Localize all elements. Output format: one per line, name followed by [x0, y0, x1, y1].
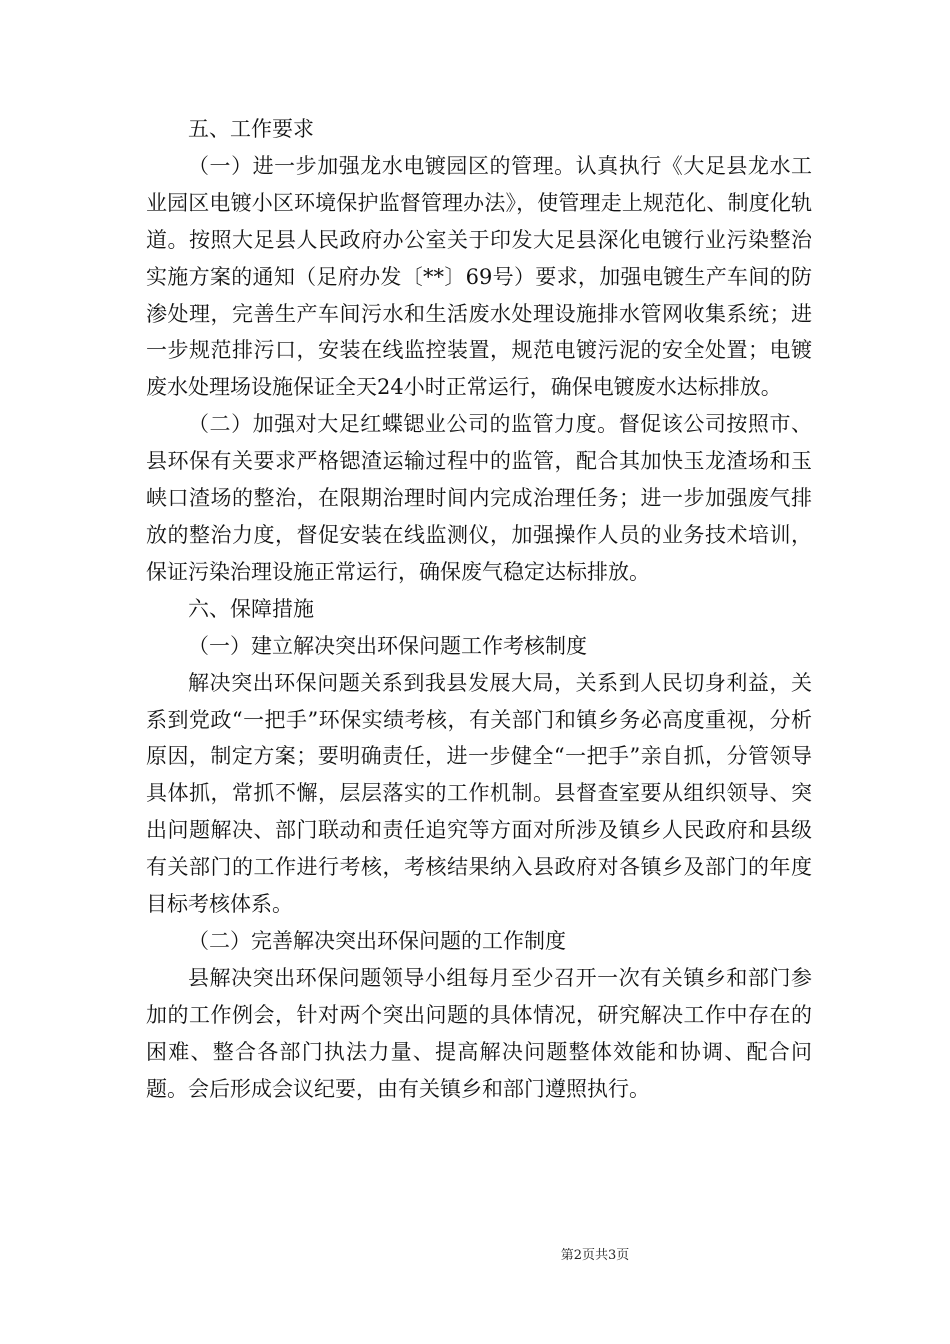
- subsection-title: （一）建立解决突出环保问题工作考核制度: [188, 633, 587, 658]
- section-heading: 五、工作要求: [188, 117, 314, 141]
- subsection-title: （二）完善解决突出环保问题的工作制度: [188, 928, 566, 953]
- paragraph: （一）进一步加强龙水电镀园区的管理。认真执行《大足县龙水工业园区电镀小区环境保护监督管理办法》，使管理走上规范化、制度化轨道。按照大足县人民政府办公室关于印发大足县深化电镀行业污染整治实施方案的通知（足府办发〔**〕69号）要求，加强电镀生产车间的防渗处理，完善生产车间污水和生活废水处理设施排水管网收集系统；进一步规范排污口，安装在线监控装置，规范电镀污泥的安全处置；电镀废水处理场设施保证全天24小时正常运行，确保电镀废水达标排放。: [146, 153, 812, 400]
- section-heading: 六、保障措施: [188, 596, 314, 621]
- page-number: 第2页共3页: [560, 1248, 630, 1263]
- paragraph: 解决突出环保问题关系到我县发展大局，关系到人民切身利益，关系到党政“一把手”环保实绩考核，有关部门和镇乡务必高度重视，分析原因，制定方案；要明确责任，进一步健全“一把手”亲自抓，分管领导具体抓，常抓不懈，层层落实的工作机制。县督查室要从组织领导、突出问题解决、部门联动和责任追究等方面对所涉及镇乡人民政府和县级有关部门的工作进行考核，考核结果纳入县政府对各镇乡及部门的年度目标考核体系。: [146, 670, 812, 917]
- paragraph: （二）加强对大足红蝶锶业公司的监管力度。督促该公司按照市、县环保有关要求严格锶渣运输过程中的监管，配合其加快玉龙渣场和玉峡口渣场的整治，在限期治理时间内完成治理任务；进一步加强废气排放的整治力度，督促安装在线监测仪，加强操作人员的业务技术培训，保证污染治理设施正常运行，确保废气稳定达标排放。: [146, 412, 812, 584]
- paragraph: 县解决突出环保问题领导小组每月至少召开一次有关镇乡和部门参加的工作例会，针对两个突出问题的具体情况，研究解决工作中存在的困难、整合各部门执法力量、提高解决问题整体效能和协调、配合问题。会后形成会议纪要，由有关镇乡和部门遵照执行。: [146, 965, 812, 1101]
- document-body: [146, 111, 812, 1107]
